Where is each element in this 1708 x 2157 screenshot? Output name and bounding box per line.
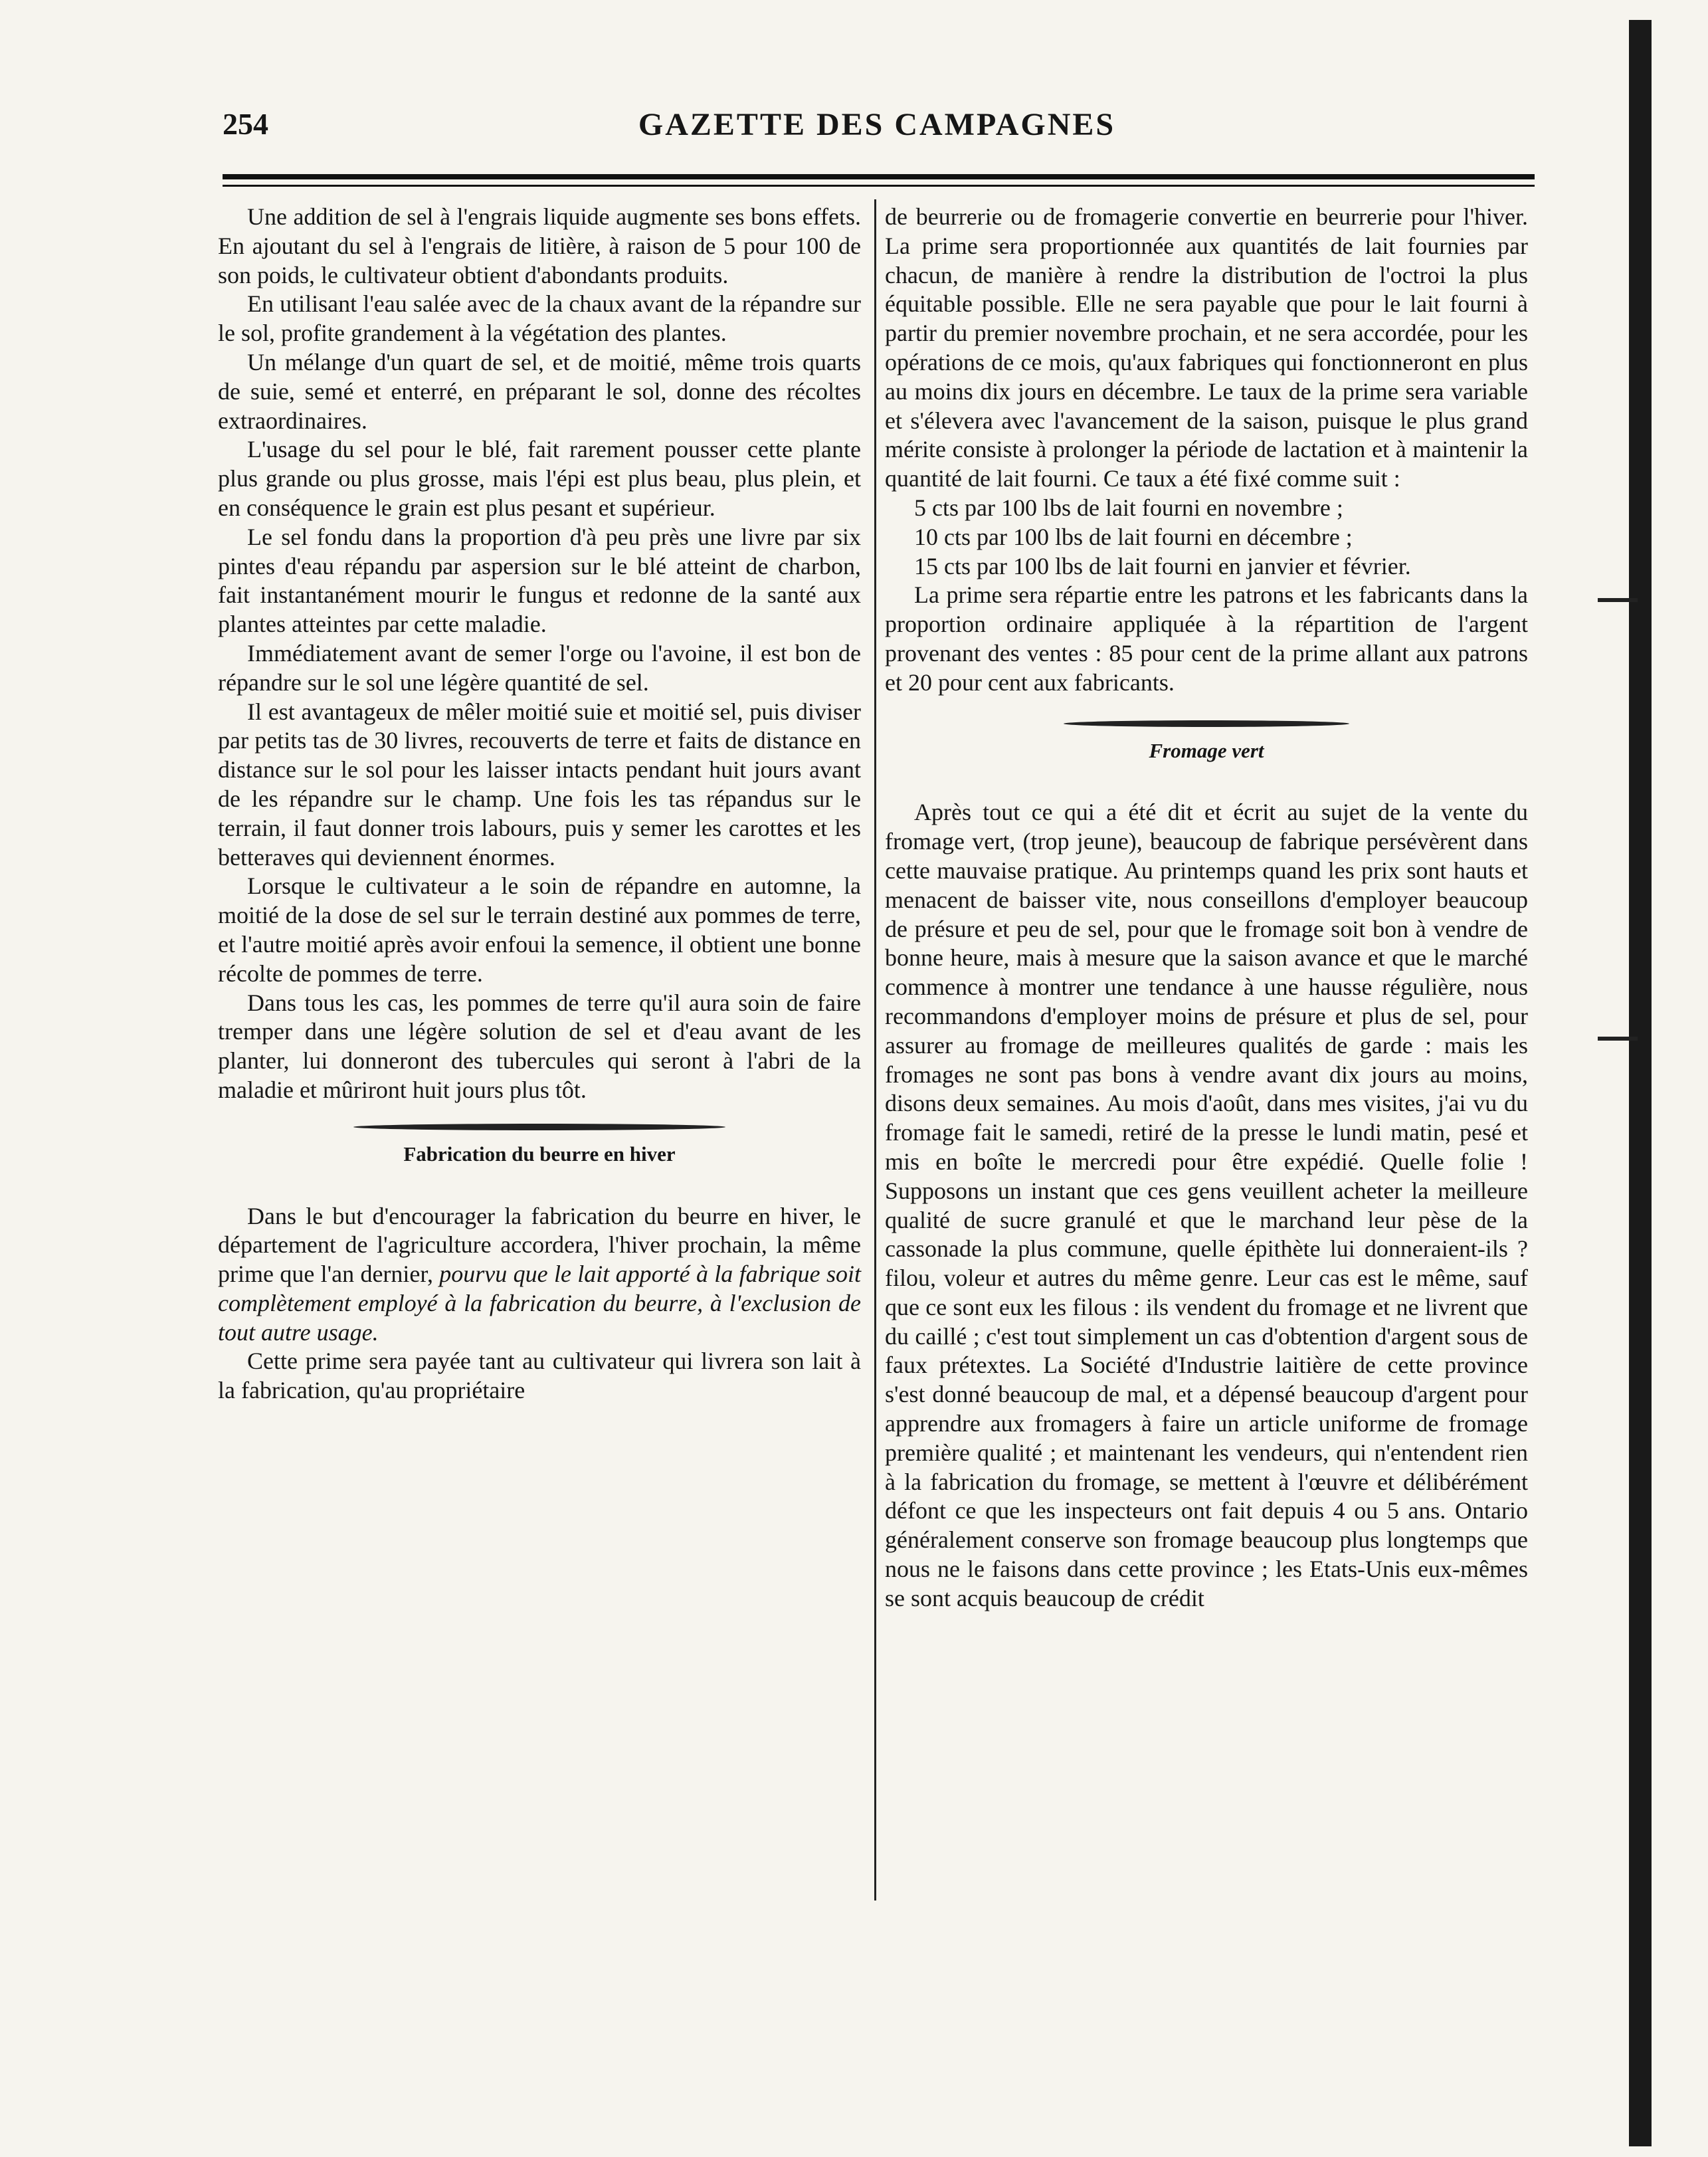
rate-line: 10 cts par 100 lbs de lait fourni en décembre ;: [914, 523, 1353, 550]
paragraph-text: Dans le but d'encourager la fabrication du beurre en hiver, le département de l'agriculture accordera, l'hiver prochain, la même prime que l'an dernier,: [218, 1202, 861, 1288]
paragraph: Cette prime sera payée tant au cultivateur qui livrera son lait à la fabrication, qu'au propriétaire: [218, 1348, 861, 1404]
journal-title: GAZETTE DES CAMPAGNES: [638, 107, 1116, 142]
paragraph: Dans tous les cas, les pommes de terre qu'il aura soin de faire tremper dans une légère solution de sel et d'eau avant de les planter, lui donneront des tubercules qui seront à l'abri de la maladie et mûriront huit jours plus tôt.: [218, 989, 861, 1103]
page-header: [223, 106, 1531, 153]
header-rule-thin: [223, 185, 1535, 187]
left-column: [218, 203, 861, 1405]
rate-line: 15 cts par 100 lbs de lait fourni en janvier et février.: [914, 552, 1411, 579]
binding-mark: [1598, 598, 1638, 602]
paragraph: Il est avantageux de mêler moitié suie et moitié sel, puis diviser par petits tas de 30 livres, recouverts de terre et faits de distance en distance sur le sol pour les laisser intacts pendant huit jours avant de les répandre sur le champ. Une fois les tas répandus sur le terrain, il faut donner trois labours, puis y semer les carottes et les betteraves qui deviennent énormes.: [218, 698, 861, 871]
paragraph: Le sel fondu dans la proportion d'à peu près une livre par six pintes d'eau répandu par aspersion sur le blé atteint de charbon, fait instantanément mourir le fungus et redonne de la santé aux plantes atteintes par cette maladie.: [218, 523, 861, 638]
section-title-fromage: Fromage vert: [1149, 738, 1264, 762]
page-number: 254: [223, 107, 268, 141]
paragraph: Immédiatement avant de semer l'orge ou l'avoine, il est bon de répandre sur le sol une légère quantité de sel.: [218, 639, 861, 696]
section-separator: [353, 1124, 725, 1130]
column-divider: [874, 199, 876, 1900]
paragraph: Lorsque le cultivateur a le soin de répandre en automne, la moitié de la dose de sel sur le terrain destiné aux pommes de terre, et l'autre moitié après avoir enfoui la semence, il obtient une bonne récolte de pommes de terre.: [218, 873, 861, 987]
paragraph: La prime sera répartie entre les patrons et les fabricants dans la proportion ordinaire appliquée à la répartition de l'argent provenant des ventes : 85 pour cent de la prime allant aux patrons et 20 pour cent aux fabricants.: [885, 581, 1528, 696]
binding-mark: [1598, 1037, 1638, 1041]
paragraph: En utilisant l'eau salée avec de la chaux avant de la répandre sur le sol, profite grandement à la végétation des plantes.: [218, 290, 861, 347]
header-rule: [223, 174, 1535, 179]
paragraph: de beurrerie ou de fromagerie convertie en beurrerie pour l'hiver. La prime sera proportionnée aux quantités de lait fournies par chacun, de manière à rendre la distribution de l'octroi la plus équitable possible. Elle ne sera payable que pour le lait fourni à partir du premier novembre prochain, et ne sera accordée, pour les opérations de ce mois, qu'aux fabriques qui fonctionneront en plus au moins dix jours en décembre. Le taux de la prime sera variable et s'élevera avec l'avancement de la saison, puisque le plus grand mérite consiste à prolonger la période de lactation et à maintenir la quantité de lait fourni. Ce taux a été fixé comme suit :: [885, 203, 1528, 492]
paragraph: Une addition de sel à l'engrais liquide augmente ses bons effets. En ajoutant du sel à l'engrais de litière, à raison de 5 pour 100 de son poids, le cultivateur obtient d'abondants produits.: [218, 203, 861, 288]
italic-condition: pourvu que le lait apporté à la fabrique soit complètement employé à la fabrication du beurre, à l'exclusion de tout autre usage.: [218, 1261, 861, 1346]
section-title-beurre: Fabrication du beurre en hiver: [403, 1142, 676, 1166]
section-separator: [1064, 720, 1349, 727]
paragraph: L'usage du sel pour le blé, fait rarement pousser cette plante plus grande ou plus grosse, mais l'épi est plus beau, plus plein, et en conséquence le grain est plus pesant et supérieur.: [218, 436, 861, 521]
rate-line: 5 cts par 100 lbs de lait fourni en novembre ;: [914, 494, 1343, 521]
right-column: [885, 203, 1528, 1613]
paragraph: Un mélange d'un quart de sel, et de moitié, même trois quarts de suie, semé et enterré, en préparant le sol, donne des récoltes extraordinaires.: [218, 348, 861, 434]
binding-edge: [1629, 20, 1652, 2146]
paragraph-prime: [218, 1202, 861, 1348]
paragraph: Après tout ce qui a été dit et écrit au sujet de la vente du fromage vert, (trop jeune), beaucoup de fabrique persévèrent dans cette mauvaise pratique. Au printemps quand les prix sont hauts et menacent de baisser vite, nous conseillons d'employer beaucoup de présure et peu de sel, pour que le fromage soit bon à vendre de bonne heure, mais à mesure que la saison avance et que le marché commence à montrer une tendance à une hausse régulière, nous recommandons d'employer moins de présure et plus de sel, pour assurer au fromage de meilleures qualités de garde : mais les fromages ne sont pas bons à vendre avant dix jours au moins, disons deux semaines. Au mois d'août, dans mes visites, j'ai vu du fromage fait le samedi, retiré de la presse le lundi matin, pesé et mis en boîte le mercredi pour être expédié. Quelle folie ! Supposons un instant que ces gens veuillent acheter la meilleure qualité de sucre granulé et que le marchand leur pèse de la cassonade la plus commune, quelle épithète lui donneraient-ils ? filou, voleur et autres du même genre. Leur cas est le même, sauf que ce sont eux les filous : ils vendent du fromage et ne livrent que du caillé ; c'est tout simplement un cas d'obtention d'argent sous de faux prétextes. La Société d'Industrie laitière de cette province s'est donné beaucoup de mal, et a dépensé beaucoup d'argent pour apprendre aux fromagers à faire un article uniforme de fromage première qualité ; et maintenant les vendeurs, qui n'entendent rien à la fabrication du fromage, se mettent à l'œuvre et délibérément défont ce que les inspecteurs ont fait depuis 4 ou 5 ans. Ontario généralement conserve son fromage beaucoup plus longtemps que nous ne le faisons dans cette province ; les Etats-Unis eux-mêmes se sont acquis beaucoup de crédit: [885, 799, 1528, 1611]
